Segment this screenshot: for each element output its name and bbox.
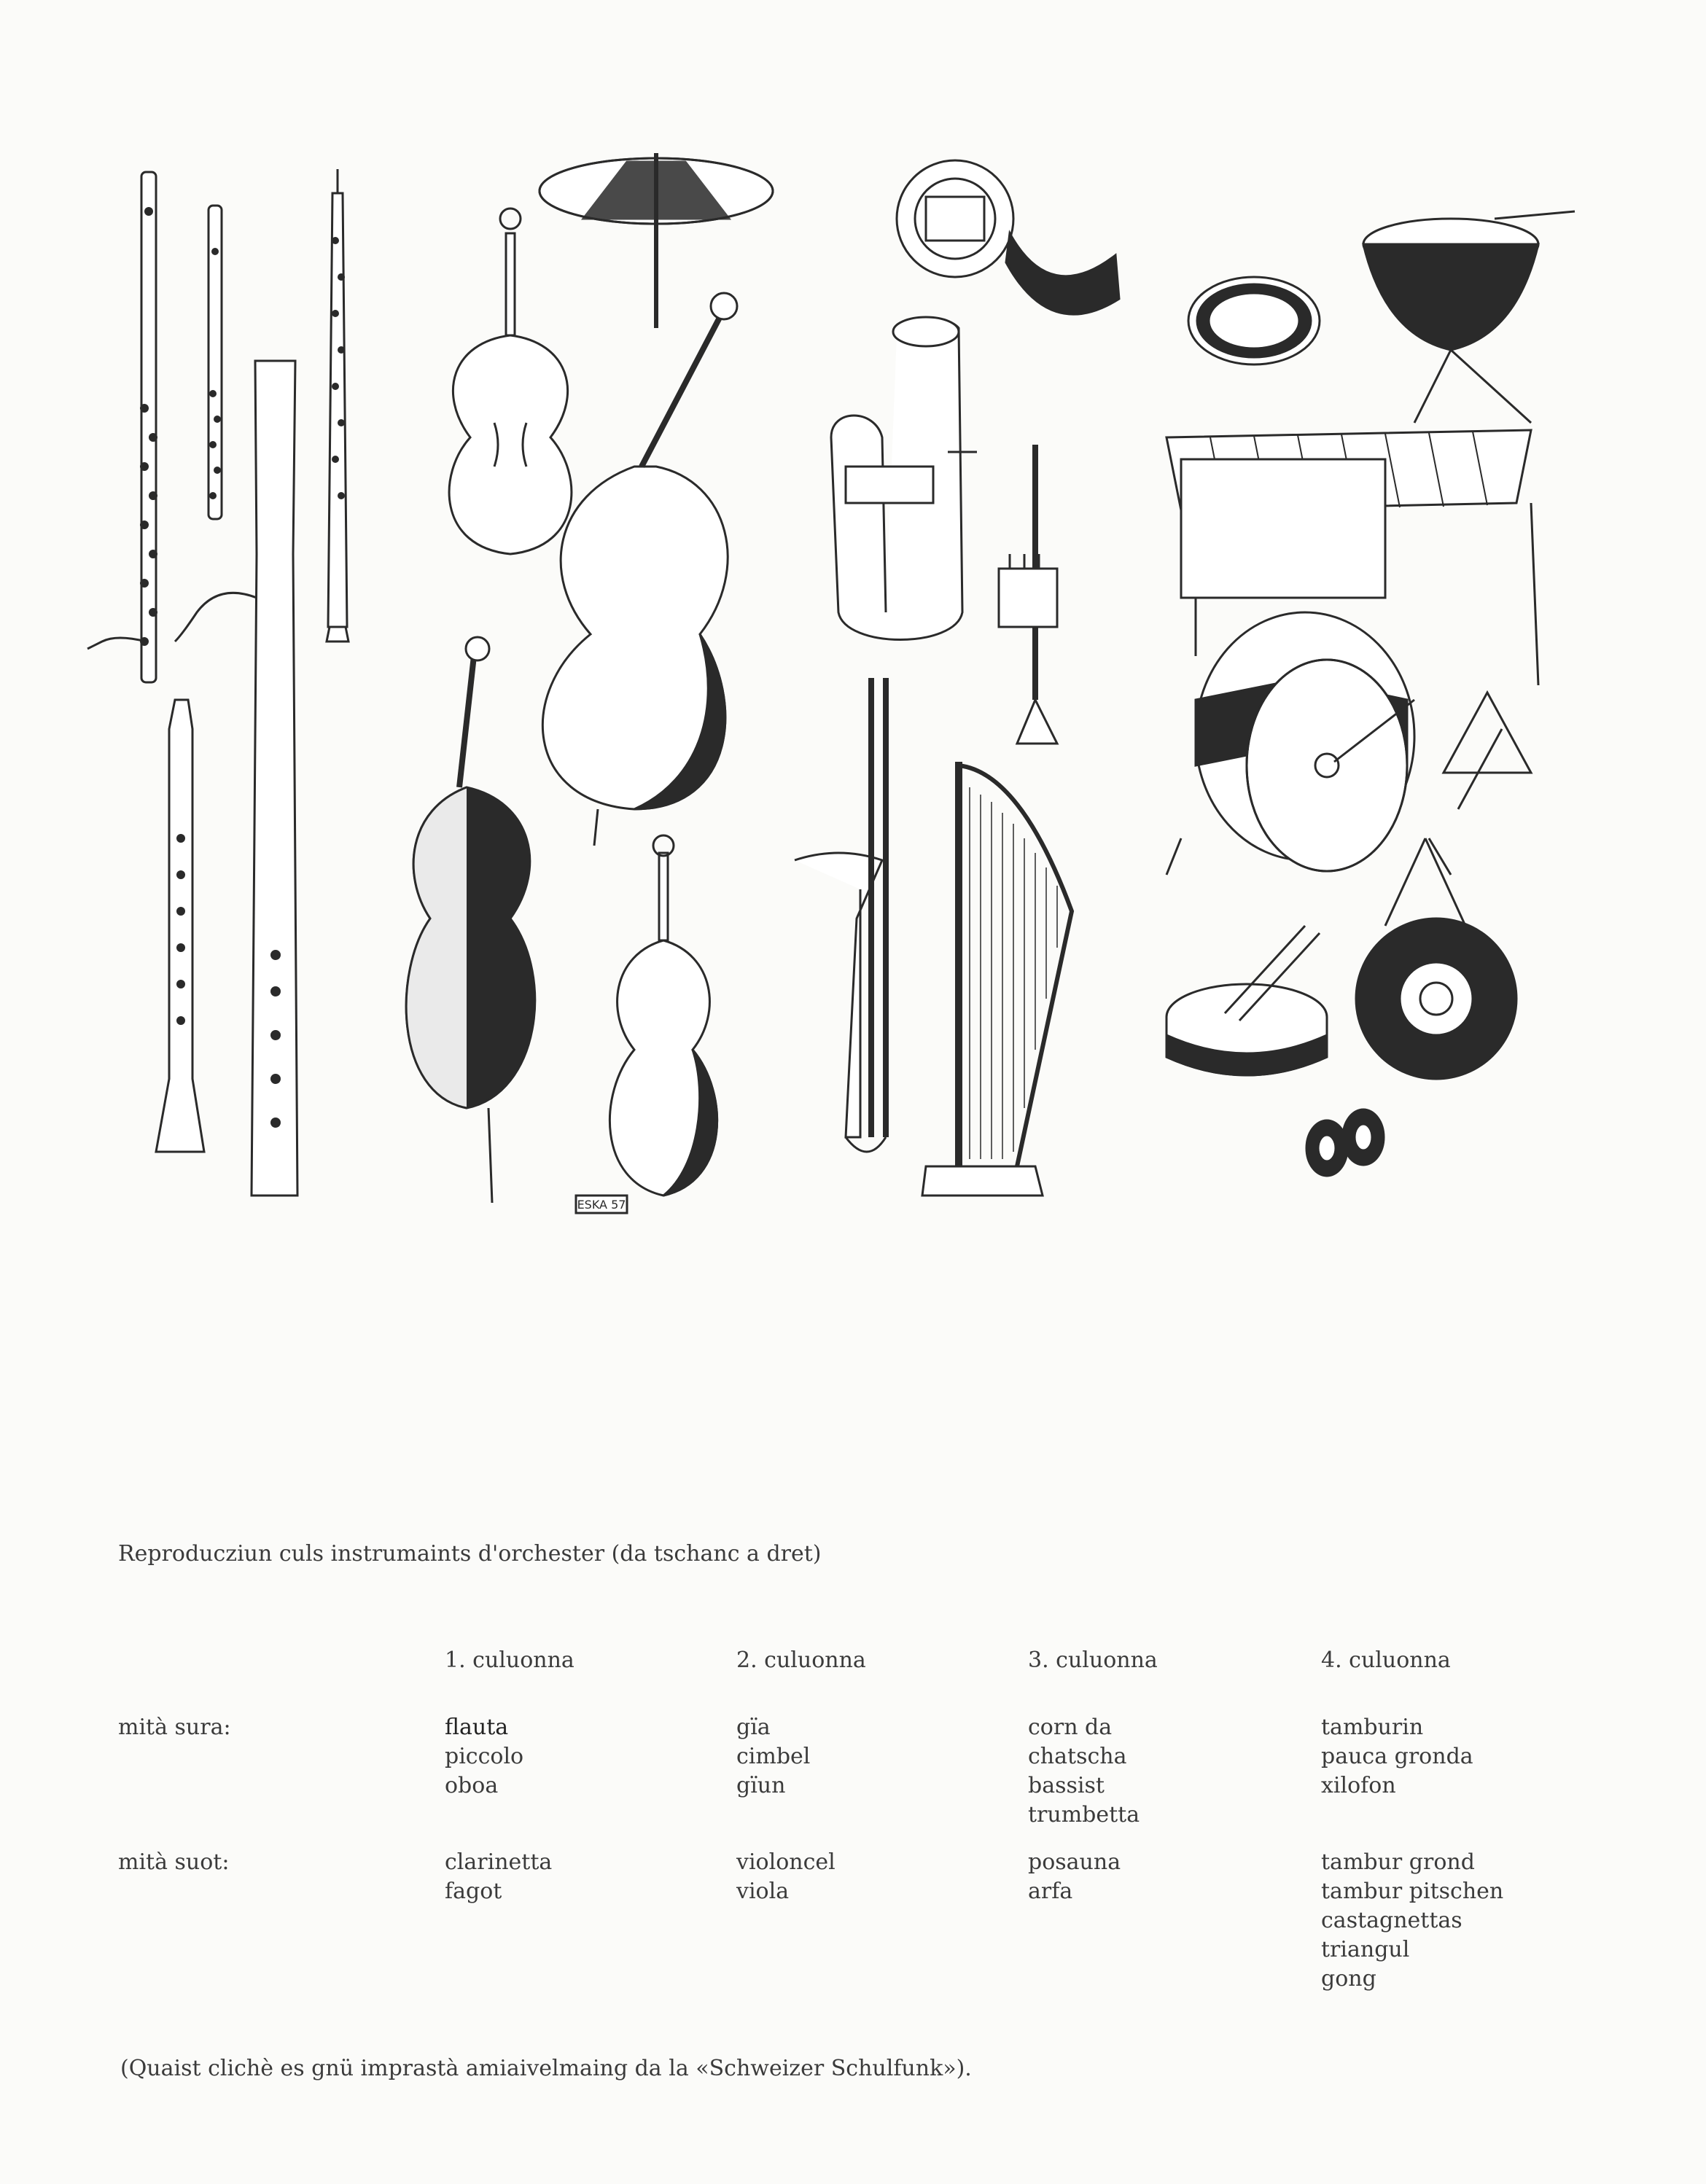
castanets-drawing (1306, 1109, 1384, 1176)
column-header-4: 4. culuonna (1321, 1647, 1451, 1673)
cell-upper-col2 (736, 1713, 810, 1801)
cell-lower-col4 (1321, 1848, 1503, 1994)
french-horn-drawing (897, 160, 1119, 314)
timpani-drawing (1363, 211, 1575, 423)
list-item: arfa (1028, 1879, 1073, 1904)
list-item: posauna (1028, 1849, 1121, 1875)
list-item: piccolo (445, 1744, 524, 1769)
trombone-drawing (795, 678, 886, 1152)
flute-drawing (87, 172, 157, 682)
row-label-upper: mità sura: (118, 1715, 231, 1740)
column-header-2: 2. culuonna (736, 1647, 866, 1673)
caption: Reproducziun culs instrumaints d'orchester (da tschanc a dret) (118, 1541, 822, 1567)
list-item: clarinetta (445, 1849, 553, 1875)
column-header-3: 3. culuonna (1028, 1647, 1158, 1673)
list-item: cimbel (736, 1744, 811, 1769)
list-item: violoncel (736, 1849, 836, 1875)
list-item: gïa (736, 1715, 771, 1740)
list-item: castagnettas (1321, 1908, 1462, 1933)
list-item: gong (1321, 1966, 1376, 1992)
list-item: viola (736, 1879, 790, 1904)
snare-drum-drawing (1166, 926, 1327, 1075)
row-label-lower: mità suot: (118, 1849, 230, 1875)
list-item: tambur grond (1321, 1849, 1475, 1875)
viola-drawing (609, 835, 717, 1196)
list-item: xilofon (1321, 1773, 1396, 1798)
list-item: chatscha (1028, 1744, 1127, 1769)
triangle-drawing (1444, 693, 1531, 809)
list-item: oboa (445, 1773, 499, 1798)
list-item: fagot (445, 1879, 502, 1904)
cell-lower-col1 (445, 1848, 552, 1906)
trumpet-drawing (999, 445, 1057, 744)
cell-lower-col3 (1028, 1848, 1121, 1906)
cell-upper-col3 (1028, 1713, 1140, 1830)
tambourine-drawing (1188, 277, 1320, 364)
double-bass-drawing (542, 293, 737, 846)
gong-drawing (1356, 838, 1516, 1079)
list-item: tamburin (1321, 1715, 1424, 1740)
cymbal-drawing (540, 153, 773, 328)
list-item: gïun (736, 1773, 786, 1798)
clarinet-drawing (156, 700, 204, 1152)
artist-signature (576, 1196, 627, 1213)
list-item: bassist (1028, 1773, 1105, 1798)
cello-drawing (406, 637, 535, 1203)
list-item: trumbetta (1028, 1802, 1140, 1828)
column-header-1: 1. culuonna (445, 1647, 574, 1673)
list-item: tambur pitschen (1321, 1879, 1504, 1904)
signature-text: ESKA 57 (577, 1198, 626, 1212)
footnote: (Quaist clichè es gnü imprastà amiaivelmaing da la «Schweizer Schulfunk»). (120, 2056, 972, 2081)
harp-drawing (922, 762, 1072, 1196)
piccolo-drawing (209, 206, 222, 519)
cell-upper-col4 (1321, 1713, 1473, 1801)
cell-lower-col2 (736, 1848, 836, 1906)
list-item: triangul (1321, 1937, 1410, 1962)
violin-drawing (449, 208, 572, 554)
list-item: corn da (1028, 1715, 1113, 1740)
cell-upper-col1 (445, 1713, 523, 1801)
list-item: pauca gronda (1321, 1744, 1473, 1769)
list-item: flauta (445, 1715, 509, 1740)
bass-drum-drawing (1166, 612, 1451, 875)
baritone-drawing (831, 317, 977, 640)
oboe-drawing (327, 169, 348, 641)
